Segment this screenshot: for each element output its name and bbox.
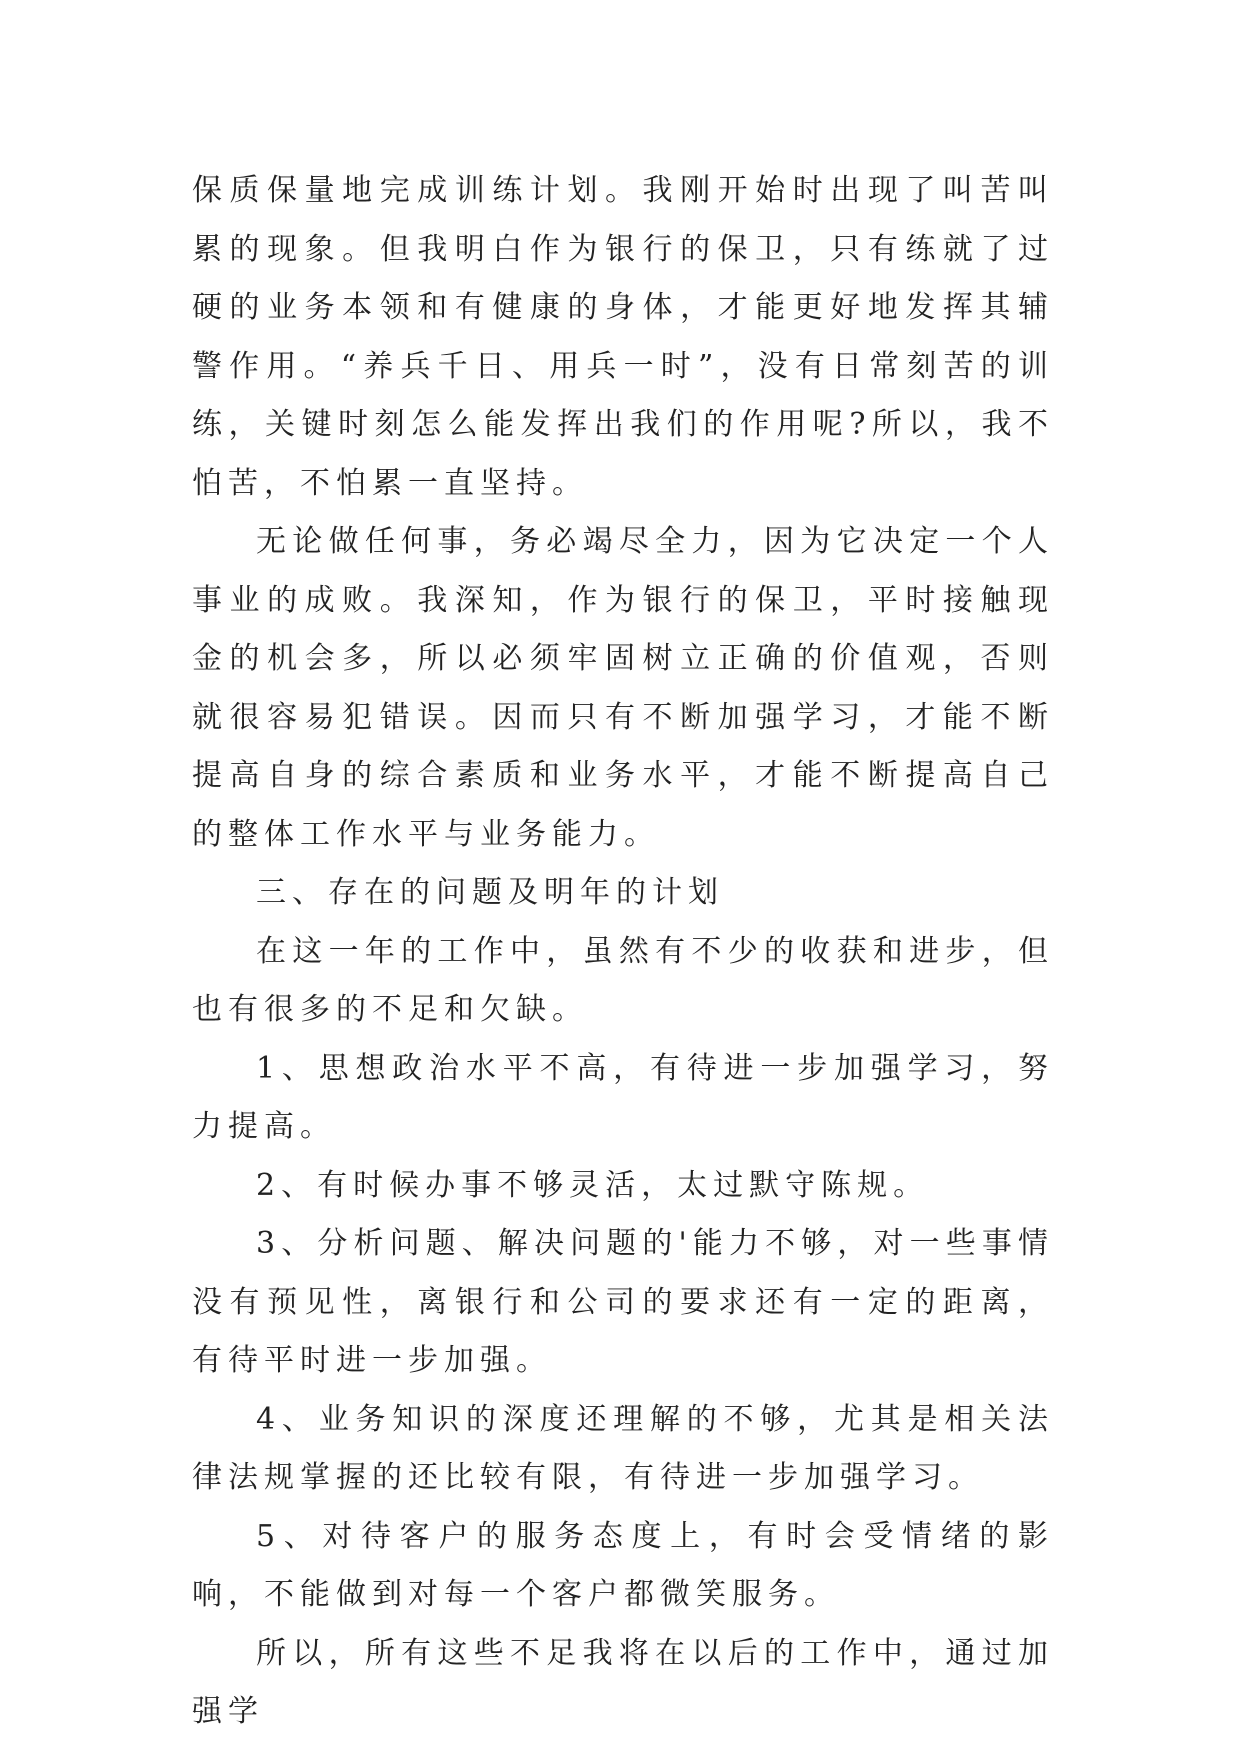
paragraph-values: 无论做任何事，务必竭尽全力，因为它决定一个人事业的成败。我深知，作为银行的保卫，平时接触现金的机会多，所以必须牢固树立正确的价值观，否则就很容易犯错误。因而只有不断加强学习，才能不断提高自身的综合素质和业务水平，才能不断提高自己的整体工作水平与业务能力。 xyxy=(192,524,1054,852)
paragraph-training: 保质保量地完成训练计划。我刚开始时出现了叫苦叫累的现象。但我明白作为银行的保卫，只有练就了过硬的业务本领和有健康的身体，才能更好地发挥其辅警作用。“养兵千日、用兵一时”，没有日常刻苦的训练，关键时刻怎么能发挥出我们的作用呢?所以，我不怕苦，不怕累一直坚持。 xyxy=(192,173,1054,501)
paragraph-conclusion: 所以，所有这些不足我将在以后的工作中，通过加强学 xyxy=(192,1635,1054,1729)
list-item-3: 3、分析问题、解决问题的'能力不够，对一些事情没有预见性，离银行和公司的要求还有一定的距离，有待平时进一步加强。 xyxy=(192,1226,1054,1378)
list-item-5: 5、对待客户的服务态度上，有时会受情绪的影响，不能做到对每一个客户都微笑服务。 xyxy=(192,1518,1054,1612)
list-item-4: 4、业务知识的深度还理解的不够，尤其是相关法律法规掌握的还比较有限，有待进一步加强学习。 xyxy=(192,1401,1054,1495)
section-heading-problems-plan: 三、存在的问题及明年的计划 xyxy=(256,875,724,910)
list-item-2: 2、有时候办事不够灵活，太过默守陈规。 xyxy=(256,1167,930,1203)
paragraph-shortcomings-intro: 在这一年的工作中，虽然有不少的收获和进步，但也有很多的不足和欠缺。 xyxy=(192,933,1054,1027)
list-item-1: 1、思想政治水平不高，有待进一步加强学习，努力提高。 xyxy=(192,1050,1054,1144)
document-body xyxy=(192,162,1054,1742)
